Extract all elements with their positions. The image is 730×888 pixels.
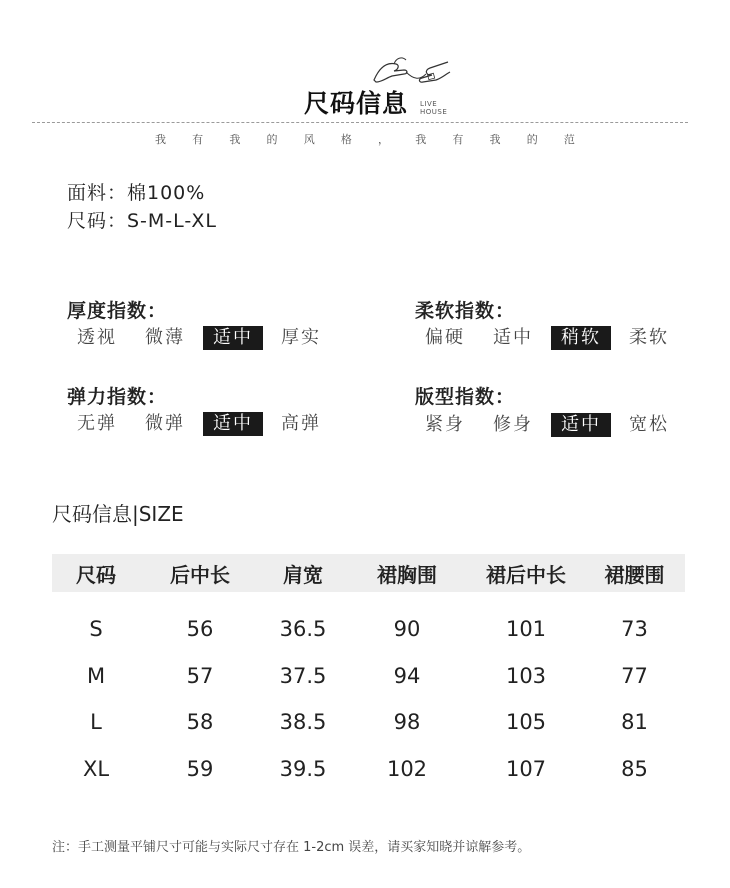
size-table: [52, 554, 685, 792]
fabric-info: 面料：棉100%: [67, 182, 206, 204]
softness-index-title: 柔软指数：: [415, 300, 516, 322]
thickness-index-options: 透视 微薄 适中 厚实: [77, 327, 321, 348]
elasticity-index-options: 无弹 微弹 适中 高弹: [77, 413, 321, 434]
logo-text: LIVE HOUSE: [420, 100, 448, 116]
header-cell: 裙后中长: [486, 562, 566, 587]
size-list-info: 尺码：S-M-L-XL: [67, 210, 217, 232]
header-cell: 尺码: [76, 562, 116, 587]
slogan: 我 有 我 的 风 格 ， 我 有 我 的 范: [155, 133, 575, 146]
header-cell: 裙胸围: [377, 562, 437, 587]
table-row: XL 59 39.5 102 107 85: [82, 756, 648, 781]
elasticity-index-title: 弹力指数：: [67, 386, 168, 408]
header-cell: 裙腰围: [604, 562, 665, 587]
selected-option: 适中: [203, 412, 263, 436]
fit-index-title: 版型指数：: [415, 386, 516, 408]
table-row: S 56 36.5 90 101 73: [89, 617, 648, 642]
header-cell: 肩宽: [283, 562, 323, 587]
measurement-note: 注：手工测量平铺尺寸可能与实际尺寸存在 1-2cm 误差，请买家知晓并谅解参考。: [52, 840, 531, 855]
thickness-index-title: 厚度指数：: [67, 300, 168, 322]
selected-option: 适中: [203, 326, 263, 350]
softness-index-options: 偏硬 适中 稍软 柔软: [425, 327, 669, 348]
selected-option: 适中: [551, 413, 611, 437]
hands-logo-icon: [370, 54, 452, 88]
divider: [32, 122, 688, 123]
table-row: L 58 38.5 98 105 81: [90, 710, 648, 735]
fit-index-options: 紧身 修身 适中 宽松: [425, 414, 669, 435]
table-row: M 57 37.5 94 103 77: [86, 663, 648, 688]
header-cell: 后中长: [170, 562, 230, 587]
table-header: [52, 554, 685, 592]
page-title: 尺码信息: [304, 89, 409, 118]
selected-option: 稍软: [551, 326, 611, 350]
size-section-heading: 尺码信息|SIZE: [52, 502, 184, 526]
